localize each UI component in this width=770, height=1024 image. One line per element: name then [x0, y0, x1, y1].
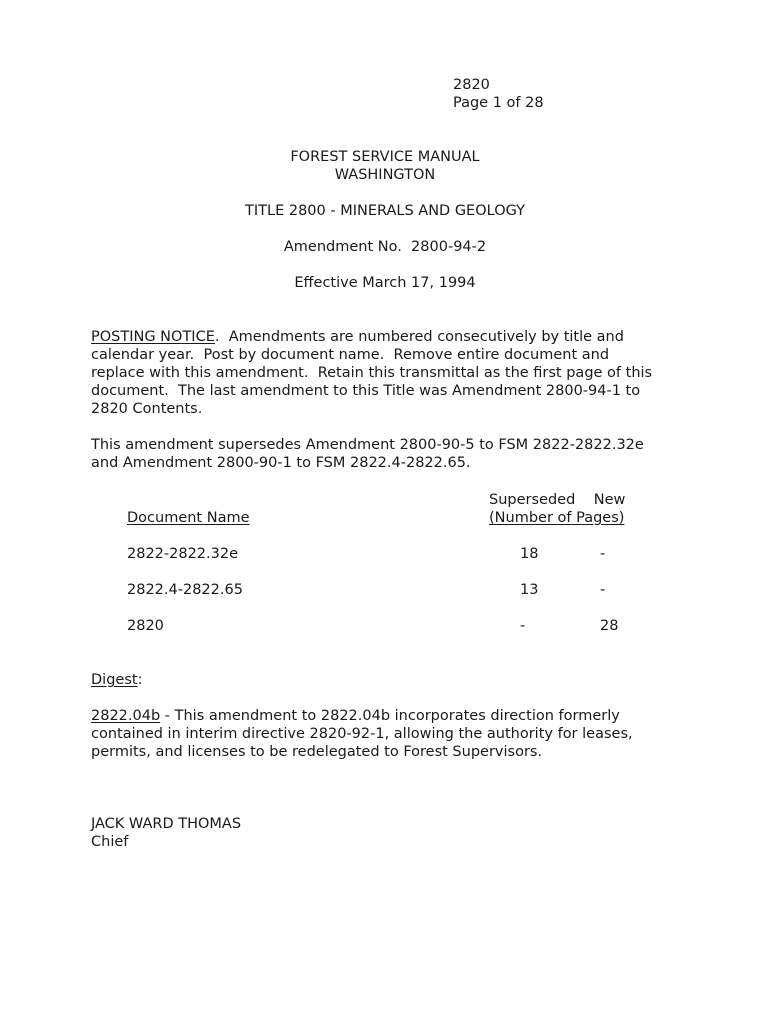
table-row-new: - — [600, 582, 606, 598]
table-row-document-name: 2822-2822.32e — [127, 546, 239, 562]
posting-notice-label: POSTING NOTICE — [91, 329, 215, 345]
document-number: 2820 — [453, 77, 490, 93]
supersedes-line: This amendment supersedes Amendment 2800-90-5 to FSM 2822-2822.32e — [91, 437, 644, 453]
page-info: Page 1 of 28 — [453, 95, 544, 111]
document-name-header: Document Name — [127, 510, 250, 526]
digest-item-line: contained in interim directive 2820-92-1, allowing the authority for leases, — [91, 726, 633, 742]
posting-notice-line: 2820 Contents. — [91, 401, 203, 417]
manual-title: FOREST SERVICE MANUAL — [290, 149, 480, 165]
supersedes-paragraph — [91, 436, 691, 472]
posting-notice-line: document. The last amendment to this Title was Amendment 2800-94-1 to — [91, 383, 641, 399]
table-row-superseded: - — [520, 618, 526, 634]
number-of-pages-header: (Number of Pages) — [489, 510, 625, 526]
digest-item-paragraph — [91, 707, 691, 761]
signatory-name: JACK WARD THOMAS — [91, 816, 242, 832]
table-row-superseded: 13 — [520, 582, 539, 598]
pages-header-top: Superseded New — [489, 492, 626, 508]
digest-item-line: permits, and licenses to be redelegated to Forest Supervisors. — [91, 744, 543, 760]
amendment-number: Amendment No. 2800-94-2 — [283, 239, 487, 255]
digest-colon: : — [137, 672, 143, 688]
manual-location: WASHINGTON — [334, 167, 436, 183]
digest-label: Digest — [91, 672, 138, 688]
table-row-new: - — [600, 546, 606, 562]
posting-notice-line: . Amendments are numbered consecutively by title and — [214, 329, 624, 345]
table-row-superseded: 18 — [520, 546, 539, 562]
table-row-new: 28 — [600, 618, 619, 634]
digest-item-line: - This amendment to 2822.04b incorporates direction formerly — [160, 708, 620, 724]
digest-heading — [91, 671, 142, 689]
table-row-document-name: 2820 — [127, 618, 164, 634]
signatory-role: Chief — [91, 834, 129, 850]
posting-notice-line: replace with this amendment. Retain this transmittal as the first page of this — [91, 365, 653, 381]
posting-notice-paragraph — [91, 328, 691, 418]
effective-date: Effective March 17, 1994 — [294, 275, 476, 291]
posting-notice-line: calendar year. Post by document name. Remove entire document and — [91, 347, 610, 363]
supersedes-line: and Amendment 2800-90-1 to FSM 2822.4-2822.65. — [91, 455, 471, 471]
title-line: TITLE 2800 - MINERALS AND GEOLOGY — [245, 203, 525, 219]
digest-item-label: 2822.04b — [91, 708, 161, 724]
table-row-document-name: 2822.4-2822.65 — [127, 582, 243, 598]
